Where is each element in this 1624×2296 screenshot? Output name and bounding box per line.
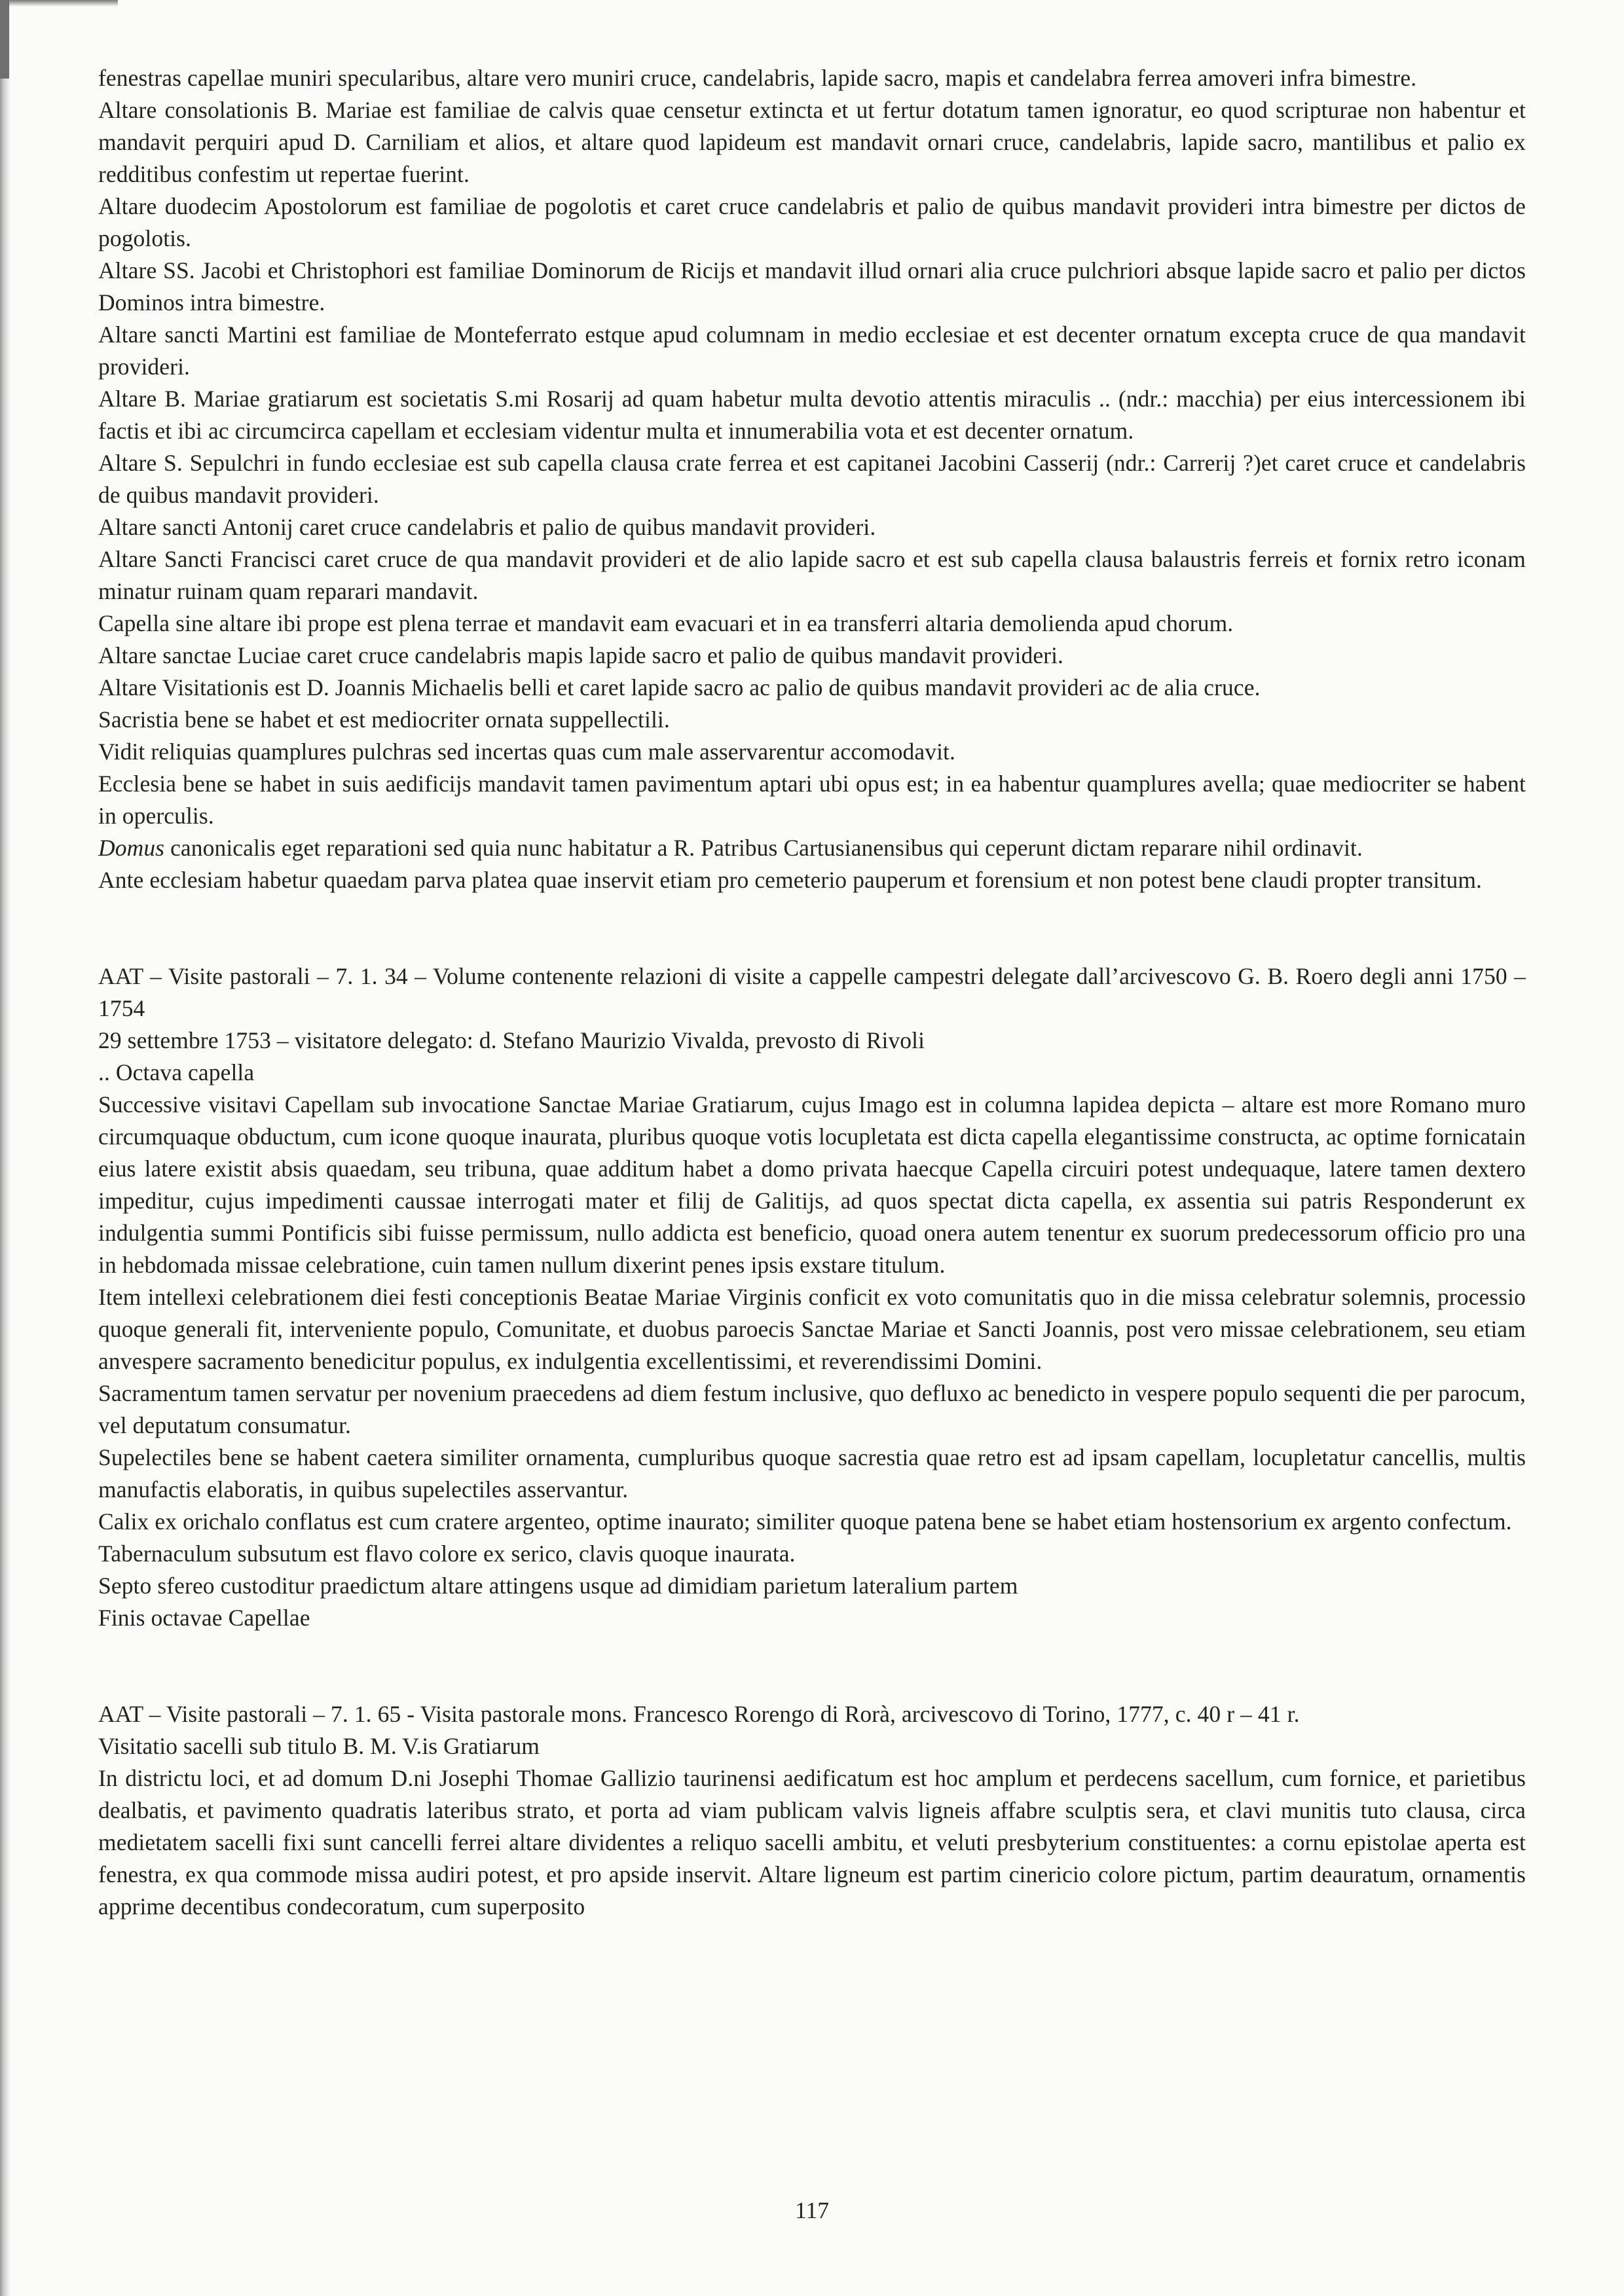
paragraph: Altare S. Sepulchri in fundo ecclesiae est sub capella clausa crate ferrea et est capitanei Jacobini Casserij (ndr.: Carrerij ?)et caret cruce et candelabris de quibus mandavit provideri. bbox=[98, 450, 1526, 508]
section-spacer bbox=[98, 1634, 1526, 1698]
paragraph: Altare B. Mariae gratiarum est societatis S.mi Rosarij ad quam habetur multa devotio attentis miraculis .. (ndr.: macchia) per eius intercessionem ibi factis et ibi ac circumcirca capellam et ecclesiam videntur multa et innumerabilia vota et est decenter ornatum. bbox=[98, 386, 1526, 444]
paragraph: Altare SS. Jacobi et Christophori est familiae Dominorum de Ricijs et mandavit illud ornari alia cruce pulchriori absque lapide sacro et palio per dictos Dominos intra bimestre. bbox=[98, 257, 1526, 316]
chapel-heading: .. Octava capella bbox=[98, 1059, 255, 1085]
paragraph: Altare Sancti Francisci caret cruce de qua mandavit provideri et de alio lapide sacro et est sub capella clausa balaustris ferreis et fornix retro iconam minatur ruinam quam reparari mandavit. bbox=[98, 546, 1526, 604]
page-body bbox=[98, 62, 1526, 1923]
domus-word: Domus bbox=[98, 835, 165, 861]
paragraph: Vidit reliquias quamplures pulchras sed incertas quas cum male asservarentur accomodavit. bbox=[98, 738, 955, 765]
paragraph: Item intellexi celebrationem diei festi conceptionis Beatae Mariae Virginis conficit ex voto comunitatis quo in die missa celebratur solemnis, processio quoque generali fit, interveniente populo, Comunitate, et duobus paroecis Sanctae Mariae et Sancti Joannis, post vero missae celebrationem, seu etiam anvespere sacramento benedicitur populus, ex indulgentia excellentissimi, et reverendissimi Domini. bbox=[98, 1284, 1526, 1374]
paragraph: In districtu loci, et ad domum D.ni Josephi Thomae Gallizio taurinensi aedificatum est hoc amplum et perdecens sacellum, cum fornice, et parietibus dealbatis, et pavimento quadratis lateribus strato, et porta ad viam publicam valvis ligneis affabre sculptis sera, et clavi munitis tuto clausa, circa medietatem sacelli fixi sunt cancelli ferrei altare dividentes a reliquo sacelli ambitu, et veluti presbyterium constituentes: a cornu epistolae aperta est fenestra, ex qua commode missa audiri potest, et pro apside inservit. Altare ligneum est partim cinericio colore pictum, partim deauratum, ornamentis apprime decentibus condecoratum, cum superposito bbox=[98, 1765, 1526, 1920]
paragraph: Ecclesia bene se habet in suis aedificijs mandavit tamen pavimentum aptari ubi opus est; in ea habentur quamplures avella; quae mediocriter se habent in operculis. bbox=[98, 771, 1526, 829]
section-spacer bbox=[98, 896, 1526, 960]
section-aat-7-1-65 bbox=[98, 1698, 1526, 1923]
archive-reference: AAT – Visite pastorali – 7. 1. 34 – Volume contenente relazioni di visite a cappelle campestri delegate dall’arcivescovo G. B. Roero degli anni 1750 – 1754 bbox=[98, 963, 1526, 1021]
paragraph: Capella sine altare ibi prope est plena terrae et mandavit eam evacuari et in ea transferri altaria demolienda apud chorum. bbox=[98, 610, 1234, 636]
paragraph-domus bbox=[98, 832, 1526, 864]
paragraph: Sacristia bene se habet et est mediocriter ornata suppellectili. bbox=[98, 706, 670, 733]
paragraph: fenestras capellae muniri specularibus, altare vero muniri cruce, candelabris, lapide sacro, mapis et candelabra ferrea amoveri infra bimestre. bbox=[98, 65, 1417, 91]
paragraph: Altare consolationis B. Mariae est familiae de calvis quae censetur extincta et ut fertur dotatum tamen ignoratur, eo quod scripturae non habentur et mandavit perquiri apud D. Carniliam et alios, et altare quod lapideum est mandavit ornari cruce, candelabris, lapide sacro, mantilibus et palio ex redditibus confestim ut repertae fuerint. bbox=[98, 97, 1526, 187]
paragraph: Sacramentum tamen servatur per novenium praecedens ad diem festum inclusive, quo defluxo ac benedicto in vespere populo sequenti die per parocum, vel deputatum consumatur. bbox=[98, 1380, 1526, 1438]
visit-date-line: 29 settembre 1753 – visitatore delegato: d. Stefano Maurizio Vivalda, prevosto di Rivoli bbox=[98, 1027, 925, 1053]
paragraph: Tabernaculum subsutum est flavo colore ex serico, clavis quoque inaurata. bbox=[98, 1540, 796, 1567]
paragraph: Altare sancti Martini est familiae de Monteferrato estque apud columnam in medio ecclesiae et est decenter ornatum excepta cruce de qua mandavit provideri. bbox=[98, 321, 1526, 380]
page-number: 117 bbox=[795, 2197, 829, 2223]
paragraph: Ante ecclesiam habetur quaedam parva platea quae inservit etiam pro cemeterio pauperum et forensium et non potest bene claudi propter transitum. bbox=[98, 867, 1483, 893]
paragraph: Septo sfereo custoditur praedictum altare attingens usque ad dimidiam parietum lateralium partem bbox=[98, 1573, 1018, 1599]
scan-edge-top bbox=[0, 0, 118, 7]
paragraph: Altare Visitationis est D. Joannis Michaelis belli et caret lapide sacro ac palio de quibus mandavit provideri ac de alia cruce. bbox=[98, 674, 1261, 701]
paragraph: Altare sanctae Luciae caret cruce candelabris mapis lapide sacro et palio de quibus mandavit provideri. bbox=[98, 642, 1064, 668]
scan-edge-left bbox=[0, 0, 10, 2296]
section-aat-7-1-34 bbox=[98, 960, 1526, 1634]
archive-reference: AAT – Visite pastorali – 7. 1. 65 - Visita pastorale mons. Francesco Rorengo di Rorà, arcivescovo di Torino, 1777, c. 40 r – 41 r. bbox=[98, 1701, 1300, 1727]
domus-rest: canonicalis eget reparationi sed quia nunc habitatur a R. Patribus Cartusianensibus qui ceperunt dictam reparare nihil ordinavit. bbox=[164, 835, 1363, 861]
scan-corner-shadow bbox=[0, 0, 9, 79]
paragraph: Altare sancti Antonij caret cruce candelabris et palio de quibus mandavit provideri. bbox=[98, 514, 876, 540]
paragraph: Supelectiles bene se habent caetera similiter ornamenta, cumpluribus quoque sacrestia quae retro est ad ipsam capellam, locupletatur cancellis, multis manufactis elaboratis, in quibus supelectiles asservantur. bbox=[98, 1444, 1526, 1503]
paragraph: Altare duodecim Apostolorum est familiae de pogolotis et caret cruce candelabris et palio de quibus mandavit provideri intra bimestre per dictos de pogolotis. bbox=[98, 193, 1526, 251]
paragraph: Successive visitavi Capellam sub invocatione Sanctae Mariae Gratiarum, cujus Imago est in columna lapidea depicta – altare est more Romano muro circumquaque obductum, cum icone quoque inaurata, pluribus quoque votis locupletata est dicta capella elegantissime constructa, ac optime fornicatain eius latere existit absis quaedam, seu tribuna, quae additum habet a domo privata haecque Capella circuiri potest undequaque, latere tamen dextero impeditur, cujus impedimenti caussae interrogati mater et filij de Galitijs, ad quos spectat dicta capella, ex assentia sui patris Responderunt ex indulgentia summi Pontificis sibi fuisse permissum, nullo addicta est beneficio, quoad onera autem tenentur ex suorum predecessorum officio pro una in hebdomada missae celebratione, cuin tamen nullum dixerint penes ipsis exstare titulum. bbox=[98, 1091, 1526, 1278]
section-end-line: Finis octavae Capellae bbox=[98, 1605, 310, 1631]
paragraph: Calix ex orichalo conflatus est cum cratere argenteo, optime inaurato; similiter quoque patena bene se habet etiam hostensorium ex argento confectum. bbox=[98, 1508, 1512, 1535]
section-episcopal-visit bbox=[98, 62, 1526, 896]
visit-title: Visitatio sacelli sub titulo B. M. V.is Gratiarum bbox=[98, 1733, 540, 1759]
